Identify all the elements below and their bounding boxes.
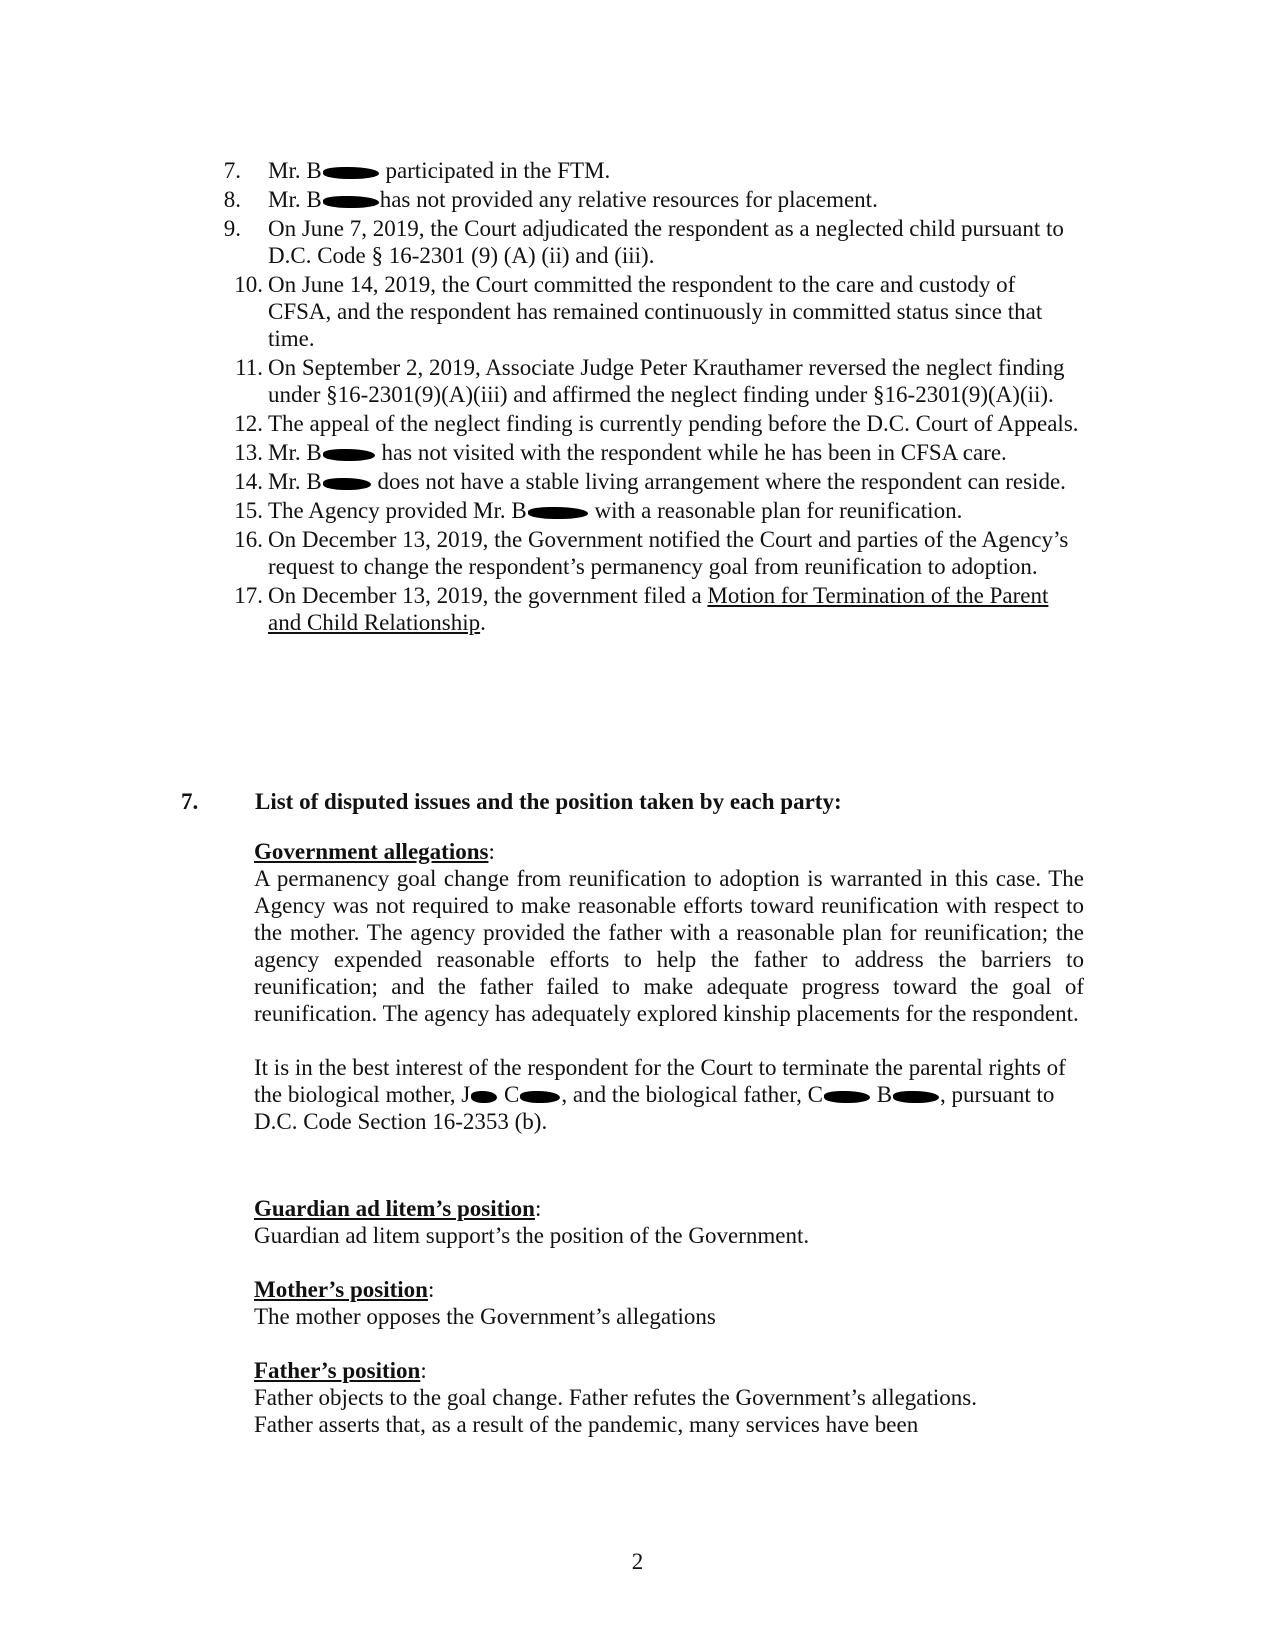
- gal-label: Guardian ad litem’s position:: [254, 1196, 542, 1221]
- finding-item: [223, 215, 1083, 269]
- finding-text: On December 13, 2019, the government filed a Motion for Termination of the Parent and Child Relationship.: [268, 583, 1049, 635]
- finding-item: [223, 410, 1083, 437]
- finding-text: The appeal of the neglect finding is currently pending before the D.C. Court of Appeals.: [268, 411, 1079, 436]
- motion-title: Motion for Termination of the Parent and Child Relationship: [268, 583, 1049, 635]
- mother-position: [254, 1276, 1084, 1330]
- father-text-line-1: Father objects to the goal change. Father refutes the Government’s allegations.: [254, 1385, 977, 1410]
- finding-item: [223, 157, 1083, 184]
- finding-item: [223, 271, 1083, 352]
- redaction-mark: [323, 196, 379, 208]
- finding-item: [223, 468, 1083, 495]
- father-position: [254, 1357, 1084, 1438]
- finding-text: Mr. B has not visited with the respondent while he has been in CFSA care.: [268, 440, 1007, 465]
- government-label: Government allegations:: [254, 839, 495, 864]
- gal-text: Guardian ad litem support’s the position of the Government.: [254, 1223, 810, 1248]
- finding-text: Mr. B participated in the FTM.: [268, 158, 611, 183]
- finding-number: 8.: [223, 187, 241, 212]
- finding-text: On June 7, 2019, the Court adjudicated the respondent as a neglected child pursuant to D.C. Code § 16-2301 (9) (A) (ii) and (iii).: [268, 216, 1064, 268]
- finding-item: [223, 186, 1083, 213]
- redaction-mark: [528, 507, 588, 519]
- finding-item: [223, 439, 1083, 466]
- government-allegations: [254, 838, 1084, 1135]
- redaction-mark: [471, 1091, 497, 1103]
- finding-text: On June 14, 2019, the Court committed the respondent to the care and custody of CFSA, and the respondent has remained continuously in committed status since that time.: [268, 272, 1043, 351]
- finding-item: [223, 497, 1083, 524]
- redaction-mark: [520, 1091, 560, 1103]
- redaction-mark: [323, 478, 371, 490]
- finding-text: On September 2, 2019, Associate Judge Peter Krauthamer reversed the neglect finding under §16-2301(9)(A)(iii) and affirmed the neglect finding under §16-2301(9)(A)(ii).: [268, 355, 1065, 407]
- finding-text: The Agency provided Mr. B with a reasonable plan for reunification.: [268, 498, 963, 523]
- findings-list: [223, 157, 1083, 638]
- redaction-mark: [893, 1091, 939, 1103]
- finding-number: 10.: [234, 272, 263, 297]
- best-interest-paragraph: It is in the best interest of the respondent for the Court to terminate the parental rights of the biological mother, J C , and the biological father, C B , pursuant to D.C. Code Section 16-2353 (b).: [254, 1055, 1066, 1134]
- finding-item: [223, 526, 1083, 580]
- finding-number: 13.: [234, 440, 263, 465]
- father-text-line-2: Father asserts that, as a result of the pandemic, many services have been: [254, 1412, 919, 1437]
- finding-text: Mr. B has not provided any relative resources for placement.: [268, 187, 878, 212]
- finding-item: [223, 582, 1083, 636]
- finding-number: 14.: [234, 469, 263, 494]
- finding-number: 15.: [234, 498, 263, 523]
- finding-number: 9.: [223, 216, 241, 241]
- mother-label: Mother’s position:: [254, 1277, 435, 1302]
- finding-number: 12.: [234, 411, 263, 436]
- page-number: 2: [631, 1549, 644, 1574]
- redaction-mark: [323, 449, 375, 461]
- redaction-mark: [824, 1091, 870, 1103]
- guardian-ad-litem-position: [254, 1195, 1084, 1249]
- father-label: Father’s position:: [254, 1358, 427, 1383]
- finding-number: 7.: [223, 158, 241, 183]
- mother-text: The mother opposes the Government’s allegations: [254, 1304, 716, 1329]
- redaction-mark: [323, 167, 379, 179]
- finding-number: 17.: [234, 583, 263, 608]
- finding-number: 11.: [235, 355, 263, 380]
- section-number: 7.: [181, 789, 199, 814]
- finding-text: On December 13, 2019, the Government notified the Court and parties of the Agency’s request to change the respondent’s permanency goal from reunification to adoption.: [268, 527, 1069, 579]
- government-paragraph: A permanency goal change from reunification to adoption is warranted in this case. The Agency was not required to make reasonable efforts toward reunification with respect to the mother. The agency provided the father with a reasonable plan for reunification; the agency expended reasonable efforts to help the father to address the barriers to reunification; and the father failed to make adequate progress toward the goal of reunification. The agency has adequately explored kinship placements for the respondent.: [254, 866, 1084, 1026]
- finding-text: Mr. B does not have a stable living arrangement where the respondent can reside.: [268, 469, 1066, 494]
- section-title: List of disputed issues and the position taken by each party:: [255, 789, 842, 814]
- finding-item: [223, 354, 1083, 408]
- finding-number: 16.: [234, 527, 263, 552]
